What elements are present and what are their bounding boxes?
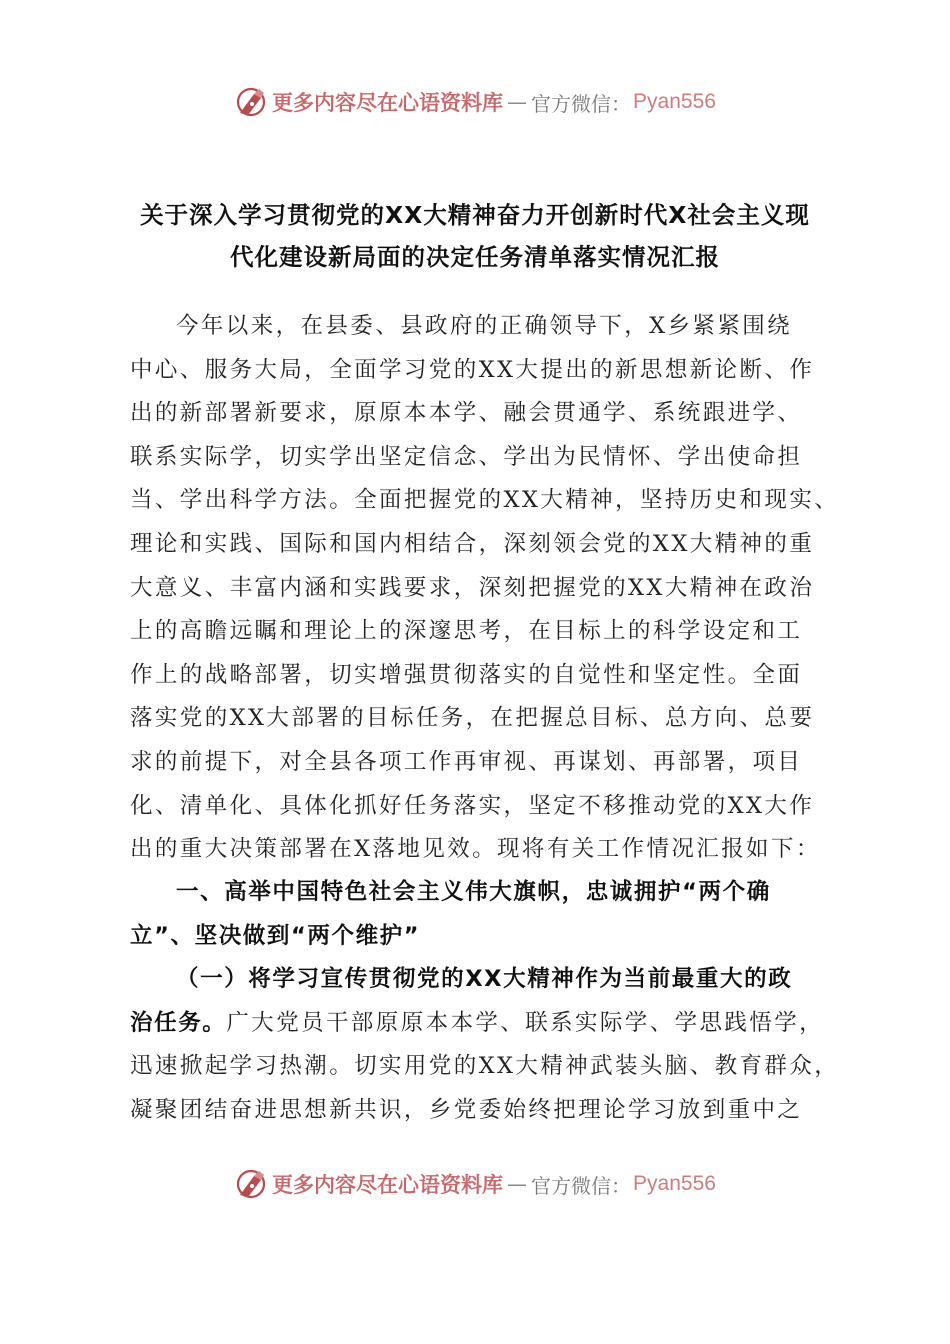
subsection-heading-line: （一）将学习宣传贯彻党的XX大精神作为当前最重大的政	[176, 966, 793, 992]
paragraph-line: 出的新部署新要求，原原本本学、融会贯通学、系统跟进学、	[130, 400, 803, 427]
paragraph-line: 理论和实践、国际和国内相结合，深刻领会党的XX大精神的重	[130, 530, 815, 557]
paragraph-line	[130, 1002, 830, 1046]
banner-wechat-account: Pyan556	[633, 1172, 716, 1195]
paragraph-line: 大意义、丰富内涵和实践要求，深刻把握党的XX大精神在政治	[130, 574, 815, 601]
banner-wechat-label: 官方微信：	[531, 1173, 632, 1198]
section-heading	[130, 871, 830, 958]
heading-line: 立”、坚决做到“两个维护”	[130, 922, 421, 949]
paragraph-text: 广大党员干部原原本本学、联系实际学、学思践悟学，	[226, 1009, 825, 1036]
subsection-paragraph	[130, 958, 840, 1132]
pen-nib-logo-icon	[234, 1167, 268, 1201]
intro-paragraph	[130, 305, 840, 872]
title-line: 代化建设新局面的决定任务清单落实情况汇报	[230, 243, 720, 271]
paragraph-line: 上的高瞻远瞩和理论上的深邃思考，在目标上的科学设定和工	[130, 618, 803, 645]
document-title	[100, 194, 850, 278]
paragraph-line: 联系实际学，切实学出坚定信念、学出为民情怀、学出使命担	[130, 443, 803, 470]
paragraph-line: 作上的战略部署，切实增强贯彻落实的自觉性和坚定性。全面	[130, 661, 803, 688]
header-banner	[0, 82, 950, 122]
paragraph-line: 凝聚团结奋进思想新共识，乡党委始终把理论学习放到重中之	[130, 1096, 803, 1123]
paragraph-line: 出的重大决策部署在X落地见效。现将有关工作情况汇报如下：	[130, 836, 821, 863]
paragraph-line: 当、学出科学方法。全面把握党的XX大精神，坚持历史和现实、	[130, 487, 840, 514]
paragraph-line: 落实党的XX大部署的目标任务，在把握总目标、总方向、总要	[130, 705, 815, 732]
banner-dash: —	[507, 90, 528, 114]
banner-brand-text: 更多内容尽在心语资料库	[272, 1172, 504, 1197]
paragraph-line: 化、清单化、具体化抓好任务落实，坚定不移推动党的XX大作	[130, 792, 815, 819]
paragraph-line: 今年以来，在县委、县政府的正确领导下，X乡紧紧围绕	[176, 313, 793, 339]
banner-dash: —	[507, 1172, 528, 1196]
title-line: 关于深入学习贯彻党的XX大精神奋力开创新时代X社会主义现	[140, 201, 810, 229]
pen-nib-logo-icon	[234, 85, 268, 119]
paragraph-line: 中心、服务大局，全面学习党的XX大提出的新思想新论断、作	[130, 356, 815, 383]
banner-wechat-label: 官方微信：	[531, 91, 632, 116]
paragraph-line: 迅速掀起学习热潮。切实用党的XX大精神武装头脑、教育群众，	[130, 1053, 840, 1080]
heading-line: 一、高举中国特色社会主义伟大旗帜，忠诚拥护“两个确	[176, 879, 771, 905]
banner-wechat-account: Pyan556	[633, 90, 716, 113]
paragraph-line: 求的前提下，对全县各项工作再审视、再谋划、再部署，项目	[130, 748, 803, 775]
banner-brand-text: 更多内容尽在心语资料库	[272, 90, 504, 115]
footer-banner	[0, 1164, 950, 1204]
subsection-heading-tail: 治任务。	[130, 1009, 227, 1036]
